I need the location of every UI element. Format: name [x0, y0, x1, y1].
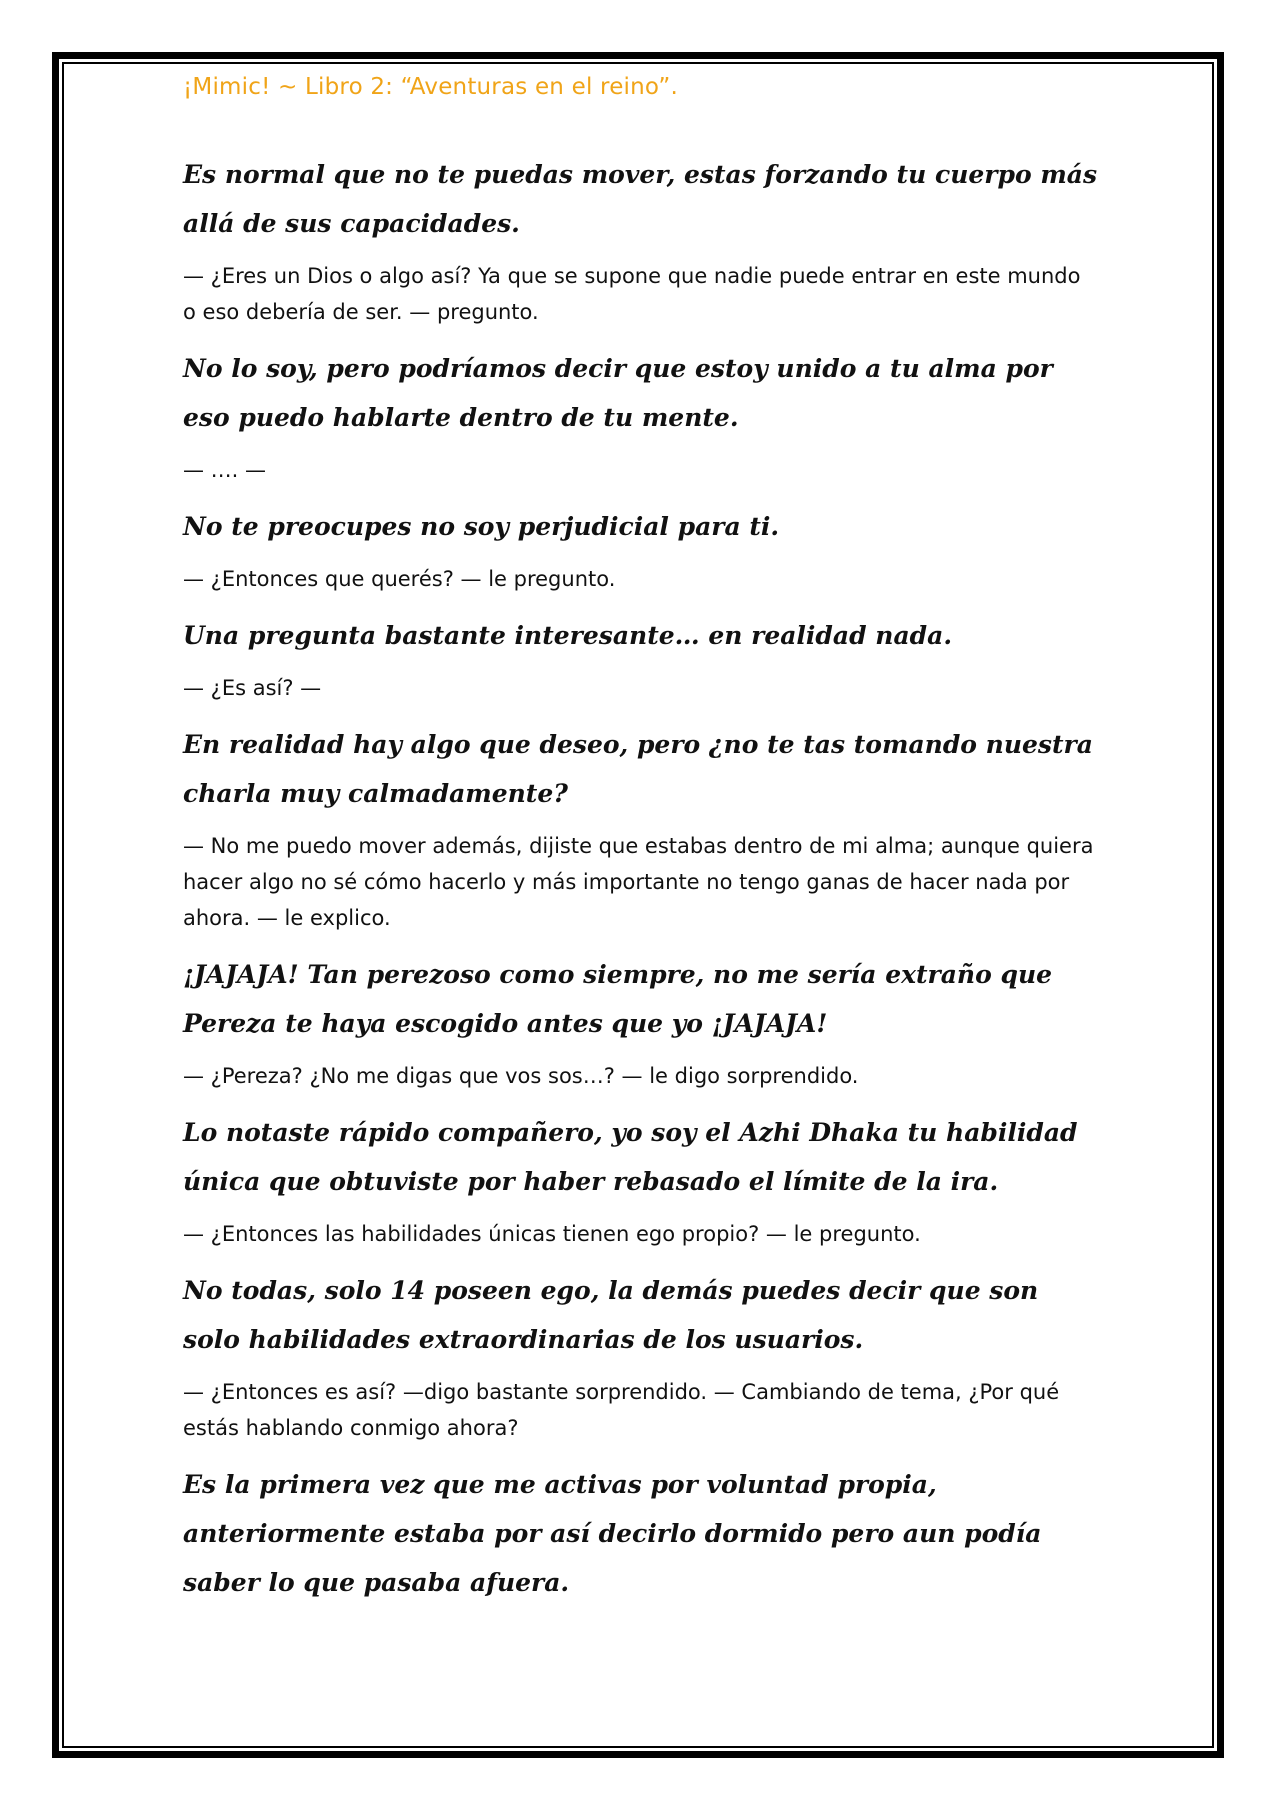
inner-voice-paragraph: ¡JAJAJA! Tan perezoso como siempre, no me sería extraño que Pereza te haya escogido antes que yo ¡JAJAJA! — [183, 960, 1053, 1038]
inner-voice-paragraph: Una pregunta bastante interesante… en realidad nada. — [183, 621, 953, 650]
inner-voice-paragraph: No todas, solo 14 poseen ego, la demás puedes decir que son solo habilidades extraordinarias de los usuarios. — [183, 1276, 1039, 1354]
page-body — [183, 150, 1098, 1617]
inner-voice-paragraph: No lo soy, pero podríamos decir que estoy unido a tu alma por eso puedo hablarte dentro de tu mente. — [183, 354, 1053, 432]
inner-voice-paragraph: Es normal que no te puedas mover, estas forzando tu cuerpo más allá de sus capacidades. — [183, 160, 1098, 238]
inner-voice-paragraph: No te preocupes no soy perjudicial para ti. — [183, 512, 780, 541]
dialogue-paragraph: — ¿Entonces es así? —digo bastante sorprendido. — Cambiando de tema, ¿Por qué estás hablando conmigo ahora? — [183, 1380, 1060, 1440]
running-header: ¡Mimic! ~ Libro 2: “Aventuras en el reino”. — [183, 74, 678, 100]
inner-voice-paragraph: Lo notaste rápido compañero, yo soy el Azhi Dhaka tu habilidad única que obtuviste por haber rebasado el límite de la ira. — [183, 1118, 1078, 1196]
dialogue-paragraph: — No me puedo mover además, dijiste que estabas dentro de mi alma; aunque quiera hacer algo no sé cómo hacerlo y más importante no tengo ganas de hacer nada por ahora. — le explico. — [183, 834, 1094, 930]
dialogue-paragraph: — ¿Eres un Dios o algo así? Ya que se supone que nadie puede entrar en este mundo o eso debería de ser. — pregunto. — [183, 264, 1081, 324]
dialogue-paragraph: — …. — — [183, 458, 267, 482]
dialogue-paragraph: — ¿Pereza? ¿No me digas que vos sos…? — le digo sorprendido. — [183, 1064, 859, 1088]
inner-voice-paragraph: Es la primera vez que me activas por voluntad propia, anteriormente estaba por así decirlo dormido pero aun podía saber lo que pasaba afuera. — [183, 1470, 1042, 1597]
inner-voice-paragraph: En realidad hay algo que deseo, pero ¿no te tas tomando nuestra charla muy calmadamente? — [183, 730, 1093, 808]
dialogue-paragraph: — ¿Es así? — — [183, 676, 322, 700]
dialogue-paragraph: — ¿Entonces que querés? — le pregunto. — [183, 567, 616, 591]
dialogue-paragraph: — ¿Entonces las habilidades únicas tienen ego propio? — le pregunto. — [183, 1222, 921, 1246]
